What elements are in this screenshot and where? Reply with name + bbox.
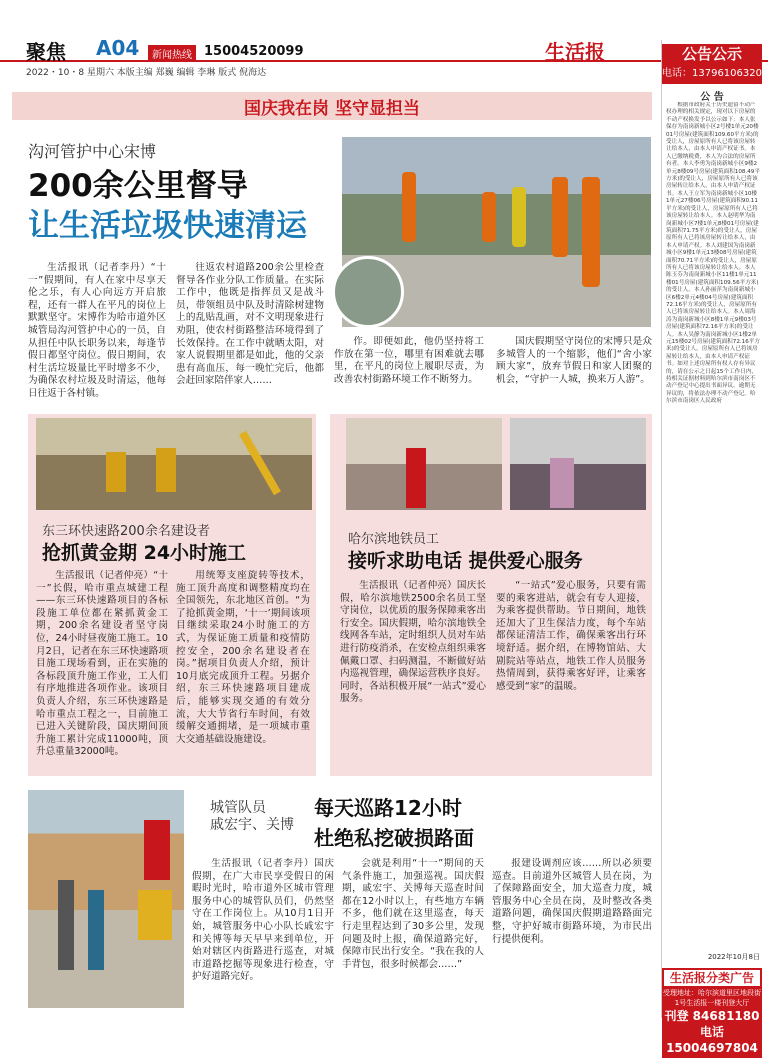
classified-address: 受理地址：哈尔滨道里区地段街1号生活报一楼刊登大厅 <box>663 989 761 1007</box>
theme-title: 国庆我在岗 坚守显担当 <box>244 99 420 119</box>
story3-photo2 <box>510 418 646 510</box>
classified-ad <box>662 968 762 1058</box>
worker-figure <box>482 192 496 242</box>
sign-board <box>138 890 172 940</box>
person-figure <box>550 458 574 508</box>
story2-photo <box>36 418 312 510</box>
story4-column3: 报建设调剂应该……所以必须要巡查。目前道外区城管人员在岗，为了保障路面安全，加大巡查力度，城管服务中心全员在岗，及时整改各类道路问题，确保国庆假期道路路面完整，守护好城市街路环境，为市民出行提供便利。 <box>492 858 652 945</box>
story1-column4: 国庆假期坚守岗位的宋博只是众多城管人的一个缩影，他们“舍小家顾大家”，放弃节假日和家人团聚的机会，“守护一人城，换来万人游”。 <box>496 336 652 385</box>
notice-column <box>661 40 762 1055</box>
story2-title: 抢抓黄金期 24小时施工 <box>42 542 247 564</box>
crane-shape <box>156 448 176 492</box>
story1-inset-photo <box>332 256 404 328</box>
person-figure <box>406 448 426 508</box>
classified-title: 生活报分类广告 <box>664 970 760 986</box>
story3-column1: 生活报讯（记者仲亮）国庆长假，哈尔滨地铁2500余名员工坚守岗位，以优质的服务保障乘客出行安全。国庆假期，哈尔滨地铁全线网各车站，定时组织人员对车站进行防疫消杀，在安检点组织乘客佩戴口罩、扫码测温，不断做好站内巡视管理，确保运营秩序良好。同时，各站积极开展“一站式”爱心服务。 <box>340 580 486 705</box>
story2-column2: 用统筹支座旋转等技术，施工顶升高度和调整精度均在全国领先，东北地区首创。“为了抢抓黄金期，‘十一’期间该项目继续采取24小时施工的方式，为保证施工质量和疫情防控安全，200余名建设者在岗。”据项目负责人介绍，预计10月底完成顶升工程。另据介绍，东三环快速路项目建成后，能够实现交通的有效分流，大大节省行车时间，有效缓解交通拥堵，是一项城市重大交通基础设施建设。 <box>176 570 310 745</box>
section-name: 聚焦 <box>26 40 66 64</box>
notice-date: 2022年10月8日 <box>707 953 760 961</box>
story2-column1: 生活报讯（记者仲亮）“十一”长假，哈市重点城建工程——东三环快速路项目的各标段施工单位都在紧抓黄金工期，200余名建设者坚守岗位，24小时昼夜施工施工。10月2日，记者在东三环快速路项目施工现场看到，正在实施的各标段顶升施工作业，工人们有序地推进各项作业。该项目负责人介绍，东三环快速路是哈市重点工程之一，目前施工已进入关键阶段，国庆期间顶升施工累计完成11000吨，顶升总重量32000吨。 <box>36 570 168 758</box>
story2-kicker: 东三环快速路200余名建设者 <box>42 524 210 539</box>
notice-body: 根据市政府关于历史遗留不动产权办理的相关规定，现对以下房屋的不动产权换发予以公示如下：本人张保存为南岗新城小区2号楼1单元20楼01号房屋(建筑面积109.60平方米)的受让人，房屋原所有人已将该房屋转让给本人，由本人申请产权证书。本人已缴纳税费，本人为合法的房屋所有者。本人李勇为南岗新城小区9楼2单元8楼09号房屋(建筑面积108.49平方米)的受让人，房屋原所有人已将该房屋转让给本人，由本人申请产权证书。本人王立军为南岗新城小区10楼1单元27楼06号房屋(建筑面积90.11平方米)的受让人，房屋原所有人已将该房屋转让给本人。本人赵明华为南岗新城小区7楼1单元8楼01号房屋(建筑面积71.75平方米)的受让人，房屋原所有人已将该房屋转让给本人，由本人申请产权。本人刘建国为南岗新城小区9楼1单元13楼08号房屋(建筑面积70.71平方米)的受让人，房屋原所有人已将该房屋转让给本人。本人陈玉芬为南岗新城小区11楼1单元11楼01号房屋(建筑面积109.56平方米)的受让人。本人孙丽萍为南岗新城小区6楼2单元4楼04号房屋(建筑面积72.16平方米)的受让人，房屋原所有人已将该房屋转让给本人。本人周海涛为南岗新城小区8楼1单元9楼03号房屋(建筑面积72.16平方米)的受让人。本人吴静为南岗新城小区1楼2单元15楼02号房屋(建筑面积72.16平方米)的受让人，房屋原所有人已将该房屋转让给本人，由本人申请产权证书。如对上述房屋所有权人存有异议的，请在公示之日起15个工作日内，持相关证据材料到哈尔滨市南岗区不动产登记中心提出书面异议。逾期无异议的，将依法办理不动产登记。哈尔滨市南岗区人民政府 <box>666 102 760 405</box>
hotline-label: 新闻热线 <box>148 45 196 62</box>
person-figure <box>58 880 74 970</box>
notice-title: 公告公示 <box>662 44 762 64</box>
worker-figure <box>402 172 416 242</box>
story4-kicker-line1: 城管队员 <box>210 800 266 816</box>
story4-column2: 会就是利用“十一”期间的天气条件施工，加强巡视。国庆假期，戚宏宇、关博每天巡查时间都在12小时以上，有些地方车辆不多，他们就在这里巡查，每天行走里程达到了30多公里，发现问题及时上报，确保道路完好，保障市民出行安全。“我在我的人手背包，很多时候都会……” <box>342 858 484 970</box>
story1-column3: 作。即便如此，他仍坚持将工作放在第一位，哪里有困难就去哪里，在平凡的岗位上履职尽责，为改善农村街路环境工作不断努力。 <box>334 336 484 385</box>
story4-column1: 生活报讯（记者李丹）国庆假期，在广大市民享受假日的闲暇时光时，哈市道外区城市管理服务中心的城管队员们，仍然坚守在工作岗位上。从10月1日开始，城管服务中心小队长戚宏宇和关博等每天早早来到单位，开始对辖区内街路进行巡查，对城市道路挖掘等现象进行检查，守护好道路完好。 <box>192 858 334 983</box>
classified-tel1: 刊登 84681180 <box>664 1009 760 1023</box>
story4-kicker <box>210 800 294 834</box>
worker-figure <box>582 177 600 287</box>
newspaper-logo: 生活报 <box>545 40 605 64</box>
banner-shape <box>144 820 170 880</box>
worker-figure <box>552 177 568 257</box>
hotline-number: 15004520099 <box>204 44 304 59</box>
story3-kicker: 哈尔滨地铁员工 <box>348 532 440 547</box>
story4-title-line1: 每天巡路12小时 <box>314 796 462 820</box>
story1-column1: 生活报讯（记者李丹）“十一”假期间，有人在家中尽享天伦之乐，有人心向远方开启旅程，还有一群人在平凡的岗位上默默坚守。宋博作为哈市道外区城管局沟河管护中心的一员，自从担任中队长职务以来，每逢节假日都坚守岗位。假日期间，农村生活垃圾量比平时增多不少，为确保农村垃圾及时清运，他每日往返于各村镇。 <box>28 262 166 399</box>
crane-shape <box>106 452 126 492</box>
person-figure <box>88 890 104 970</box>
story3-title: 接听求助电话 提供爱心服务 <box>348 550 583 572</box>
worker-figure <box>512 187 526 247</box>
story4-title-line2: 杜绝私挖破损路面 <box>314 826 474 850</box>
story4-photo <box>28 790 184 1008</box>
excavator-arm <box>239 431 281 496</box>
story1-column2: 往返农村道路200余公里检查督导各作业分队工作质量。在实际工作中，他既是指挥员又是战斗员，带领组员中队及时清除树建物上的乱贴乱画，对不文明现象进行劝阻，使农村街路整洁环境得到了长效保持。在工作中就晒太阳，对家人说假期里都是如此，他的父亲患有高血压，每一晚忙完后，他都会赶回家陪伴家人…… <box>176 262 324 387</box>
story1-title-line2: 让生活垃圾快速清运 <box>28 208 307 244</box>
page-header <box>0 0 768 62</box>
page-number: A04 <box>96 36 140 60</box>
story3-photo1 <box>346 418 502 510</box>
story3-column2: “一站式”爱心服务，只要有需要的乘客进站，就会有专人迎接，为乘客提供帮助。节日期间，地铁还加大了卫生保洁力度，每个车站都保证清洁工作，确保乘客出行环境舒适。据介绍，在博物馆站、大剧院站等站点，地铁工作人员服务热情周到，获得乘客好评，让乘客感受到“家”的温暖。 <box>496 580 646 692</box>
story1-kicker: 沟河管护中心宋博 <box>28 142 157 161</box>
story4-kicker-line2: 戚宏宇、关博 <box>210 817 294 833</box>
story1-title-line1: 200余公里督导 <box>28 168 248 204</box>
notice-phone: 电话：13796106320 <box>662 64 762 84</box>
classified-tel2: 电话 15004697804 <box>666 1025 758 1055</box>
notice-heading: 公 告 <box>700 92 724 103</box>
issue-meta: 2022・10・8 星期六 本版主编 郑巍 编辑 李琳 版式 倪海达 <box>26 68 267 78</box>
